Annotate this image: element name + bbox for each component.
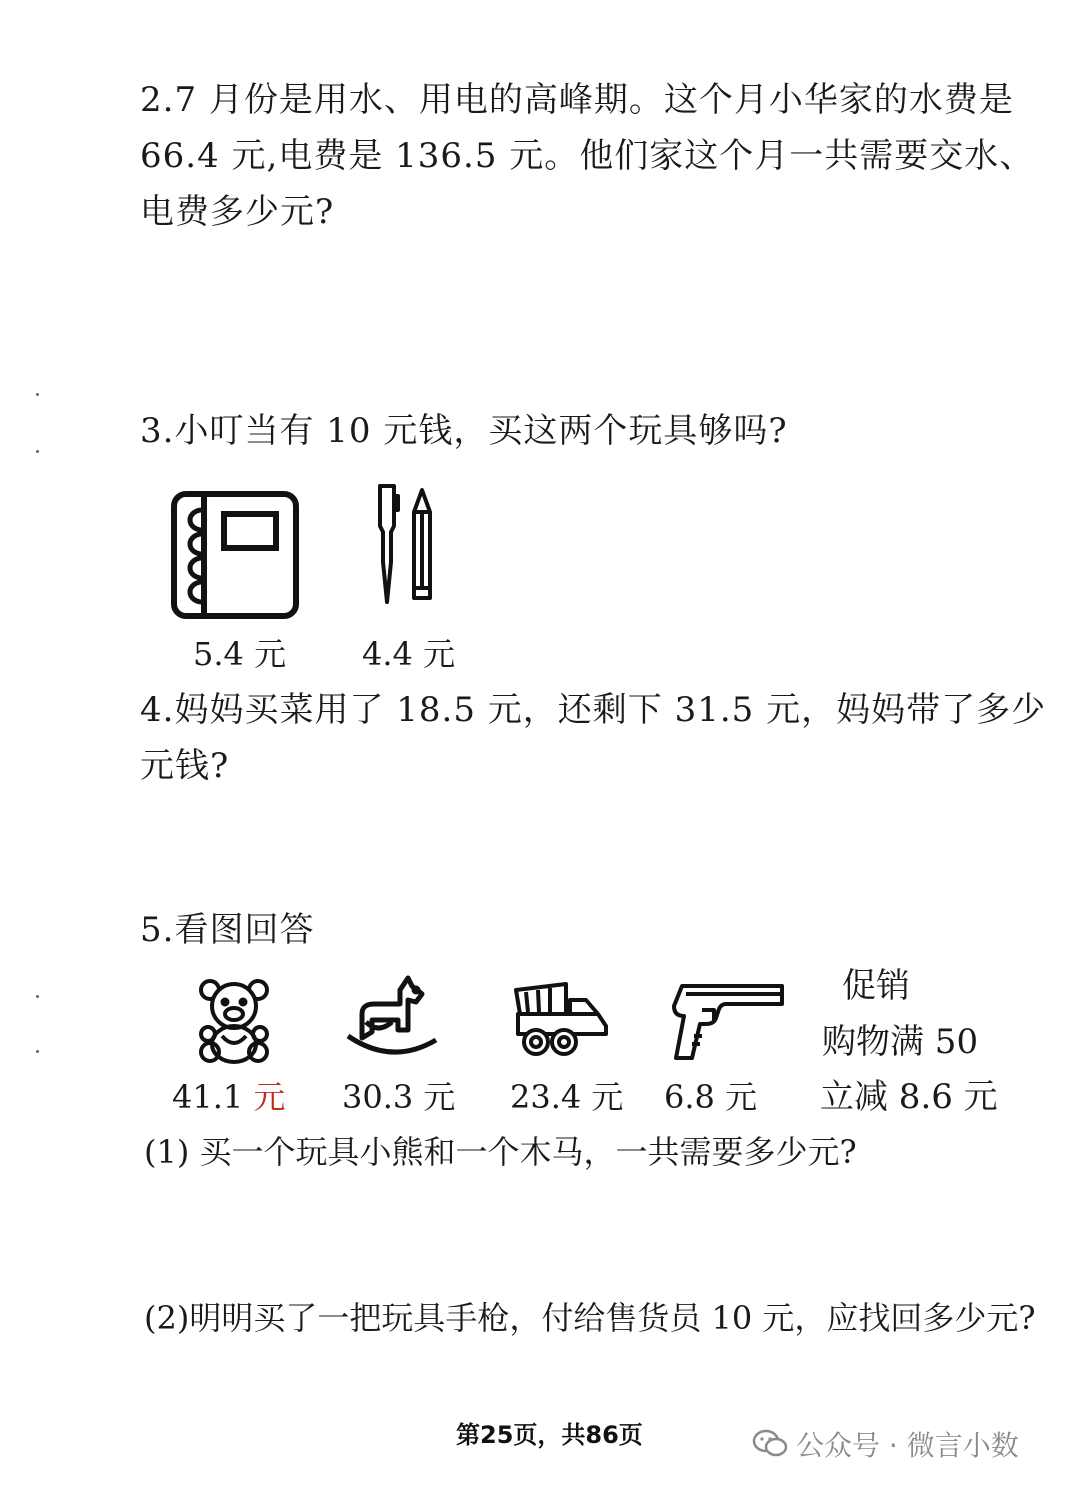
price-rocking-horse: 30.3 元 xyxy=(342,1078,456,1116)
margin-dot xyxy=(36,995,39,998)
watermark-text: 公众号 · 微言小数 xyxy=(796,1429,1019,1462)
question-4-line-1: 4.妈妈买菜用了 18.5 元，还剩下 31.5 元，妈妈带了多少 xyxy=(140,690,1047,730)
teddy-bear-icon xyxy=(196,978,272,1064)
question-3: 3.小叮当有 10 元钱，买这两个玩具够吗? xyxy=(140,411,788,451)
price-notebook: 5.4 元 xyxy=(193,635,287,673)
question-2-line-1: 2.7 月份是用水、用电的高峰期。这个月小华家的水费是 xyxy=(140,80,1014,120)
price-pen: 4.4 元 xyxy=(362,635,456,673)
promo-line-2: 立减 8.6 元 xyxy=(820,1077,998,1117)
margin-dot xyxy=(36,450,39,453)
question-4-line-2: 元钱? xyxy=(140,746,230,786)
margin-dot xyxy=(36,1050,39,1053)
question-5-title: 5.看图回答 xyxy=(140,910,315,950)
question-5-sub-1: (1) 买一个玩具小熊和一个木马，一共需要多少元? xyxy=(144,1133,857,1171)
page-number: 第25页，共86页 xyxy=(456,1421,643,1449)
price-dump-truck: 23.4 元 xyxy=(510,1078,624,1116)
margin-dot xyxy=(36,393,39,396)
price-teddy-bear-unit: 元 xyxy=(253,1078,286,1116)
question-2-line-2: 66.4 元,电费是 136.5 元。他们家这个月一共需要交水、 xyxy=(140,136,1035,176)
question-5-sub-2: (2)明明买了一把玩具手枪，付给售货员 10 元，应找回多少元? xyxy=(144,1299,1036,1337)
question-2-line-3: 电费多少元? xyxy=(140,192,335,232)
wechat-icon xyxy=(752,1429,788,1459)
question-2 xyxy=(140,72,1040,240)
dump-truck-icon xyxy=(510,980,610,1058)
pen-pencil-icon xyxy=(370,482,440,612)
toy-gun-icon xyxy=(672,980,788,1062)
notebook-icon xyxy=(166,490,300,620)
watermark xyxy=(752,1424,1019,1464)
promo-title: 促销 xyxy=(842,966,910,1006)
price-toy-gun: 6.8 元 xyxy=(664,1078,758,1116)
rocking-horse-icon xyxy=(344,974,440,1060)
price-teddy-bear xyxy=(172,1077,285,1117)
price-teddy-bear-number: 41.1 xyxy=(172,1078,254,1116)
promo-line-1: 购物满 50 xyxy=(822,1022,979,1062)
